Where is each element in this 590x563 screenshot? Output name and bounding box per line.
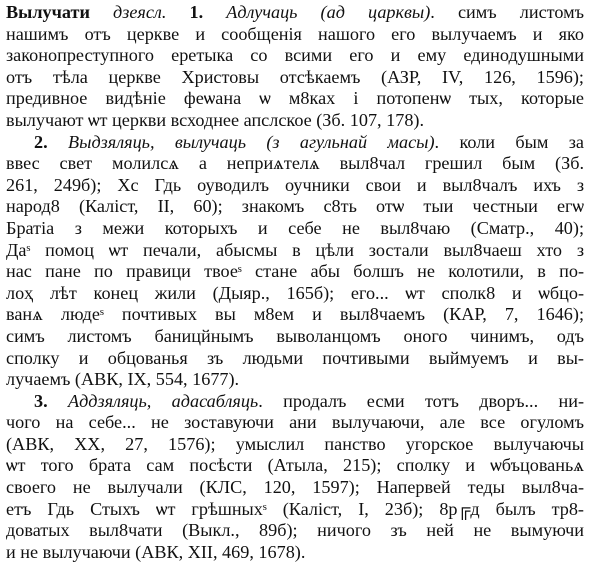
entry-line — [6, 153, 584, 175]
entry-line — [6, 110, 584, 132]
entry-line — [6, 542, 584, 563]
entry-line — [6, 477, 584, 499]
italic-text: Аддзяляць, адасабляць — [67, 390, 259, 411]
entry-line — [6, 304, 584, 326]
entry-line — [6, 391, 584, 413]
entry-line — [6, 88, 584, 110]
body-text: етъ Гдь Стыхъ ѡт грѣшныхˢ (Каліст, I, 23б); 8р╔д былъ тр8- — [6, 498, 584, 519]
body-text: ввес свет молилсѧ а неприѧтелѧ выл8чал грешил бым (Зб. — [6, 153, 584, 174]
body-text: ванѧ людеˢ почтивых вы м8ем и выл8чаемъ (КАР, 7, 1646); — [6, 304, 584, 325]
italic-text: дзеясл. — [89, 2, 190, 22]
body-text: чого на себе... не зоставуючи ани вылучаючи, але все огуломъ — [6, 412, 584, 433]
body-text: вылучают ѡт церкви всходнее апслское (Зб. 107, 178). — [6, 109, 425, 130]
bold-text: 1. — [189, 2, 227, 22]
body-text: предивное видѣніе феѡана ѡ м8ках і потопенѡ тых, которые — [6, 88, 584, 109]
entry-line — [6, 240, 584, 262]
bold-text: 2. — [34, 131, 69, 152]
body-text: отъ тѣла церкве Христовы отсѣкаемъ (АЗР, IV, 126, 1596); — [6, 66, 584, 87]
body-text: симъ листомъ баницйнымъ выволанцомъ оного чинимъ, одъ — [6, 325, 584, 346]
body-text: Братіа з межи которыхъ и себе не выл8чаю (Сматр., 40); — [6, 217, 584, 238]
italic-text: Выдзяляць, вылучаць (з агульнай масы) — [68, 131, 435, 152]
entry-line — [6, 2, 584, 24]
body-text: Даˢ помоц ѡт печали, абысмы в цѣли зостали выл8чаеш хто з — [6, 239, 584, 260]
body-text: нашимъ отъ церкве и сообщенія нашого его вылучаемъ и яко — [6, 23, 584, 44]
entry-line — [6, 520, 584, 542]
entry-line — [6, 175, 584, 197]
body-text: (АВК, XX, 27, 1576); умыслил панство угорское вылучаючы — [6, 433, 584, 454]
body-text: доватых выл8чати (Выкл., 89б); ничого зъ ней не вымуючи — [6, 520, 584, 541]
body-text: 261, 249б); Хс Гдь оуводилъ оучники свои и выл8чалъ ихъ з — [6, 174, 584, 195]
body-text: народ8 (Каліст, II, 60); знакомъ с8ть отѡ тыи честныи егѡ — [6, 196, 584, 217]
body-text: лоҳ лѣт конец жили (Дыяр., 165б); его... ѡт сполк8 и ѡбцо- — [6, 282, 584, 303]
body-text: лучаемъ (АВК, IX, 554, 1677). — [6, 369, 240, 390]
entry-line — [6, 455, 584, 477]
body-text: . продалъ есми тотъ дворъ... ни- — [258, 390, 584, 411]
entry-line — [6, 369, 584, 391]
body-text: и не вылучаючи (АВК, XII, 469, 1678). — [6, 541, 306, 562]
body-text: ѡт того брата сам посѣсти (Атыла, 215); сполку и ѡбъцованьѧ — [6, 455, 584, 476]
italic-text: Адлучаць (ад царквы) — [226, 2, 431, 22]
entry-line — [6, 45, 584, 67]
body-text: нас пане по правици твоеˢ стане абы болшъ не колотили, в по- — [6, 261, 584, 282]
body-text: законопреступного еретыка со всими его и ему единодушными — [6, 45, 584, 66]
entry-line — [6, 24, 584, 46]
entry-line — [6, 499, 584, 521]
entry-line — [6, 67, 584, 89]
body-text: своего не вылучали (КЛС, 120, 1597); Напервей теды выл8ча- — [6, 477, 584, 498]
entry-line — [6, 132, 584, 154]
entry-line — [6, 261, 584, 283]
body-text: сполку и обцованья зъ людьми почтивыми выймуемъ и вы- — [6, 347, 584, 368]
entry-line — [6, 326, 584, 348]
body-text: . симъ листомъ — [430, 2, 584, 22]
entry-line — [6, 196, 584, 218]
body-text: . коли бым за — [434, 131, 584, 152]
entry-line — [6, 434, 584, 456]
entry-line — [6, 348, 584, 370]
bold-text: 3. — [34, 390, 68, 411]
entry-line — [6, 218, 584, 240]
entry-line — [6, 412, 584, 434]
bold-text: Вылучати — [6, 2, 90, 22]
entry-line — [6, 283, 584, 305]
